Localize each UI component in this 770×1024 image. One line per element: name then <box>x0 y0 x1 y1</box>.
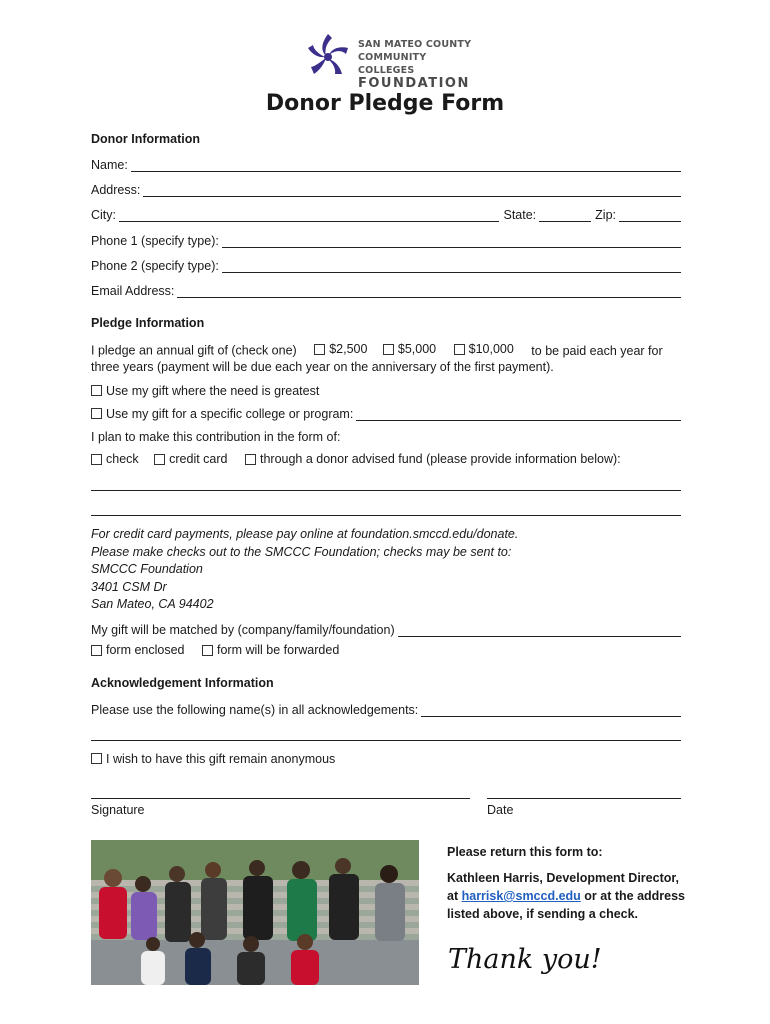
checkbox[interactable] <box>314 344 325 355</box>
return-email-link[interactable]: harrisk@smccd.edu <box>461 889 581 903</box>
daf-info-line-2[interactable] <box>91 515 681 516</box>
amount-5000-option[interactable] <box>383 342 436 356</box>
pledge-suffix: to be paid each year for <box>531 343 663 358</box>
check-option[interactable] <box>91 452 139 466</box>
email-label: Email Address: <box>91 284 175 298</box>
checkbox[interactable] <box>91 454 102 465</box>
payment-note-line: For credit card payments, please pay online at foundation.smccd.edu/donate. <box>91 527 519 541</box>
amount-label: $5,000 <box>397 342 437 356</box>
email-row <box>91 282 681 298</box>
checkbox[interactable] <box>91 645 102 656</box>
pledge-line2: three years (payment will be due each year on the anniversary of the first payment). <box>91 360 554 374</box>
daf-option[interactable] <box>245 452 621 466</box>
zip-field[interactable] <box>619 209 681 222</box>
payment-note-line: San Mateo, CA 94402 <box>91 597 214 611</box>
pledge-amount-row <box>91 342 663 358</box>
zip-label: Zip: <box>595 208 616 222</box>
checkbox[interactable] <box>245 454 256 465</box>
date-label: Date <box>487 803 514 817</box>
form-forwarded-label: form will be forwarded <box>217 643 340 657</box>
students-group-photo <box>91 840 419 985</box>
city-row <box>91 206 681 222</box>
credit-card-option[interactable] <box>154 452 227 466</box>
use-specific-row <box>91 405 681 421</box>
amount-label: $10,000 <box>468 342 514 356</box>
pledge-info-heading: Pledge Information <box>91 316 205 330</box>
return-email-line <box>447 887 697 905</box>
return-heading: Please return this form to: <box>447 845 603 859</box>
check-label: check <box>106 452 139 466</box>
ack-info-heading: Acknowledgement Information <box>91 676 274 690</box>
form-enclosed-label: form enclosed <box>106 643 185 657</box>
name-field[interactable] <box>131 159 681 172</box>
use-greatest-label: Use my gift where the need is greatest <box>106 384 320 398</box>
form-forwarded-option[interactable] <box>202 643 339 657</box>
phone1-field[interactable] <box>222 235 681 248</box>
checkbox[interactable] <box>154 454 165 465</box>
phone2-row <box>91 257 681 273</box>
star-petal-logo-icon <box>302 30 354 82</box>
name-label: Name: <box>91 158 128 172</box>
checkbox[interactable] <box>91 408 102 419</box>
pledge-intro: I pledge an annual gift of (check one) <box>91 343 297 358</box>
match-row <box>91 621 681 637</box>
donor-info-heading: Donor Information <box>91 132 201 146</box>
signature-label: Signature <box>91 803 145 817</box>
checkbox[interactable] <box>383 344 394 355</box>
contribution-form-options <box>91 452 621 468</box>
date-line[interactable] <box>487 798 681 799</box>
anonymous-label: I wish to have this gift remain anonymous <box>106 752 336 766</box>
phone1-row <box>91 232 681 248</box>
ack-names-field[interactable] <box>421 704 681 717</box>
return-at: at <box>447 889 459 903</box>
signature-line[interactable] <box>91 798 470 799</box>
state-field[interactable] <box>539 209 591 222</box>
logo-line-3: FOUNDATION <box>358 76 470 91</box>
amount-10000-option[interactable] <box>454 342 514 356</box>
phone2-label: Phone 2 (specify type): <box>91 259 219 273</box>
match-label: My gift will be matched by (company/family/foundation) <box>91 623 395 637</box>
specific-program-field[interactable] <box>356 408 681 421</box>
form-enclosed-option[interactable] <box>91 643 185 657</box>
logo-line-1: SAN MATEO COUNTY <box>358 39 472 50</box>
use-specific-label: Use my gift for a specific college or program: <box>106 407 354 421</box>
ack-names-row <box>91 701 681 717</box>
use-greatest-option[interactable] <box>91 384 319 398</box>
match-form-options <box>91 643 339 659</box>
page-title: Donor Pledge Form <box>265 91 505 116</box>
payment-note-line: 3401 CSM Dr <box>91 579 167 594</box>
foundation-logo <box>302 30 482 91</box>
amount-2500-option[interactable] <box>314 342 367 356</box>
address-label: Address: <box>91 183 141 197</box>
amount-label: $2,500 <box>329 342 368 356</box>
email-field[interactable] <box>177 285 681 298</box>
checkbox[interactable] <box>202 645 213 656</box>
ack-names-label: Please use the following name(s) in all acknowledgements: <box>91 703 419 717</box>
state-label: State: <box>503 208 537 222</box>
city-label: City: <box>91 208 116 222</box>
daf-info-line-1[interactable] <box>91 490 681 491</box>
return-address-note: listed above, if sending a check. <box>447 907 639 921</box>
anonymous-option[interactable] <box>91 752 335 766</box>
payment-note-line: SMCCC Foundation <box>91 562 203 576</box>
logo-line-2: COMMUNITY COLLEGES <box>358 52 427 76</box>
phone2-field[interactable] <box>222 260 681 273</box>
return-after-email: or at the address <box>584 889 686 903</box>
checkbox[interactable] <box>91 753 102 764</box>
ack-names-line-2[interactable] <box>91 740 681 741</box>
address-field[interactable] <box>143 184 681 197</box>
payment-note <box>91 526 518 614</box>
address-row <box>91 181 681 197</box>
daf-label: through a donor advised fund (please provide information below): <box>259 452 621 466</box>
credit-card-label: credit card <box>169 452 228 466</box>
return-info <box>447 843 697 923</box>
match-field[interactable] <box>398 624 681 637</box>
thank-you-text: Thank you! <box>448 944 602 975</box>
payment-note-line: Please make checks out to the SMCCC Foundation; checks may be sent to: <box>91 544 512 559</box>
form-intro: I plan to make this contribution in the form of: <box>91 430 341 444</box>
name-row <box>91 156 681 172</box>
phone1-label: Phone 1 (specify type): <box>91 234 219 248</box>
checkbox[interactable] <box>454 344 465 355</box>
checkbox[interactable] <box>91 385 102 396</box>
city-field[interactable] <box>119 209 499 222</box>
return-contact: Kathleen Harris, Development Director, <box>447 871 680 885</box>
